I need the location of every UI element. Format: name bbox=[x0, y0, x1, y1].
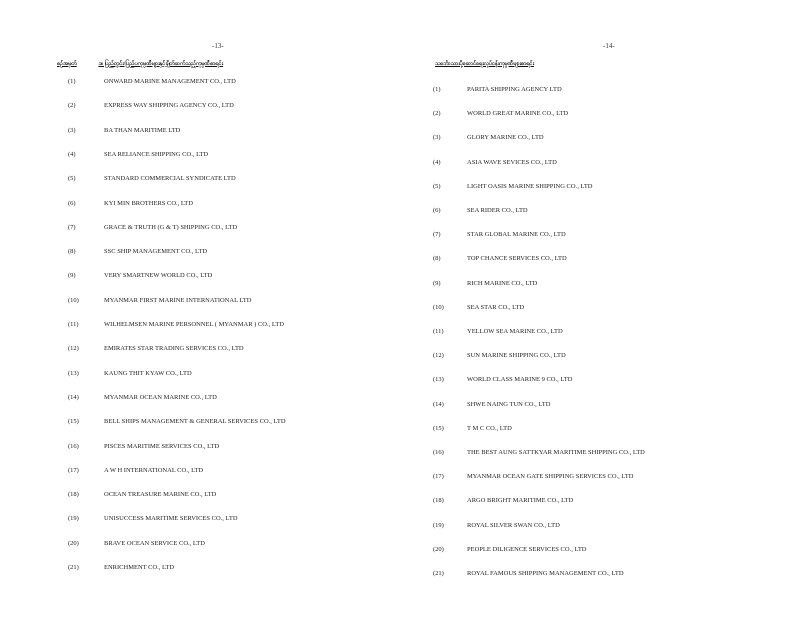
company-name: SHWE NAING TUN CO., LTD bbox=[467, 400, 551, 408]
company-name: UNISUCCESS MARITIME SERVICES CO., LTD bbox=[104, 515, 238, 523]
item-number: (11) bbox=[433, 328, 444, 335]
item-number: (12) bbox=[68, 345, 79, 353]
company-name: A W H INTERNATIONAL CO., LTD bbox=[104, 466, 204, 474]
item-number: (14) bbox=[68, 393, 79, 401]
company-name: GLORY MARINE CO., LTD bbox=[467, 134, 544, 142]
company-name: THE BEST AUNG SATTKYAR MARITIME SHIPPING CO., LTD bbox=[467, 449, 645, 456]
item-number: (5) bbox=[433, 182, 441, 190]
page-number: -13- bbox=[212, 42, 224, 50]
item-number: (9) bbox=[433, 279, 441, 287]
company-name: ARGO BRIGHT MARITIME CO., LTD bbox=[467, 497, 574, 505]
company-name: WORLD CLASS MARINE 9 CO., LTD bbox=[467, 376, 573, 384]
right-page bbox=[405, 0, 810, 625]
company-name: SSC SHIP MANAGEMENT CO., LTD bbox=[104, 248, 208, 256]
company-name: KYI MIN BROTHERS CO., LTD bbox=[104, 199, 193, 207]
item-number: (2) bbox=[68, 102, 76, 110]
company-name: SEA RIDER CO., LTD bbox=[467, 207, 528, 214]
company-name: SUN MARINE SHIPPING CO., LTD bbox=[467, 352, 566, 360]
page-number: -14- bbox=[603, 42, 615, 50]
company-name: STANDARD COMMERCIAL SYNDICATE LTD bbox=[104, 175, 236, 183]
list-header bbox=[57, 60, 223, 68]
item-number: (10) bbox=[68, 296, 79, 304]
item-number: (21) bbox=[68, 564, 79, 571]
item-number: (10) bbox=[433, 303, 444, 311]
company-name: ONWARD MARINE MANAGEMENT CO., LTD bbox=[104, 78, 236, 85]
item-number: (14) bbox=[433, 400, 444, 408]
item-number: (18) bbox=[433, 497, 444, 505]
company-name: YELLOW SEA MARINE CO., LTD bbox=[467, 328, 563, 335]
company-name: ROYAL FAMOUS SHIPPING MANAGEMENT CO., LTD bbox=[467, 570, 624, 577]
company-name: STAR GLOBAL MARINE CO., LTD bbox=[467, 231, 566, 239]
company-name: OCEAN TREASURE MARINE CO., LTD bbox=[104, 491, 217, 499]
company-name: SEA RELIANCE SHIPPING CO., LTD bbox=[104, 150, 209, 158]
item-number: (1) bbox=[433, 86, 441, 93]
company-name: KAUNG THIT KYAW CO., LTD bbox=[104, 369, 192, 377]
company-name: ENRICHMENT CO., LTD bbox=[104, 564, 175, 571]
item-number: (15) bbox=[68, 418, 79, 426]
company-name: BRAVE OCEAN SERVICE CO., LTD bbox=[104, 539, 205, 547]
item-number: (16) bbox=[68, 442, 79, 450]
item-number: (6) bbox=[433, 207, 441, 214]
company-name: GRACE & TRUTH (G & T) SHIPPING CO., LTD bbox=[104, 223, 238, 231]
list-title: သင်္ဘောသားပို့ဆောင်ရေးလုပ်ငန်းကုမ္ပဏီများစာရင်း bbox=[435, 61, 534, 67]
item-number: (21) bbox=[433, 570, 444, 577]
item-number: (17) bbox=[68, 466, 79, 474]
item-number: (5) bbox=[68, 175, 76, 183]
company-name: ROYAL SILVER SWAN CO., LTD bbox=[467, 521, 560, 529]
item-number: (4) bbox=[433, 158, 441, 166]
item-number: (15) bbox=[433, 424, 444, 432]
item-number: (8) bbox=[68, 248, 76, 256]
item-number: (20) bbox=[433, 545, 444, 553]
company-name: WILHELMSEN MARINE PERSONNEL ( MYANMAR ) CO., LTD bbox=[104, 321, 284, 328]
company-name: VERY SMARTNEW WORLD CO., LTD bbox=[104, 272, 213, 280]
company-name: TOP CHANCE SERVICES CO., LTD bbox=[467, 255, 567, 263]
item-number: (3) bbox=[433, 134, 441, 142]
item-number: (7) bbox=[68, 223, 76, 231]
item-number: (9) bbox=[68, 272, 76, 280]
company-name: LIGHT OASIS MARINE SHIPPING CO., LTD bbox=[467, 182, 593, 190]
column-label: စဉ်အမှတ် bbox=[57, 61, 77, 67]
item-number: (18) bbox=[68, 491, 79, 499]
company-name: MYANMAR OCEAN GATE SHIPPING SERVICES CO., LTD bbox=[467, 473, 634, 481]
company-name: RICH MARINE CO., LTD bbox=[467, 279, 538, 287]
item-number: (16) bbox=[433, 449, 444, 456]
item-number: (8) bbox=[433, 255, 441, 263]
item-number: (1) bbox=[68, 78, 76, 85]
item-number: (11) bbox=[68, 321, 79, 328]
company-name: SEA STAR CO., LTD bbox=[467, 303, 525, 311]
company-name: BA THAN MARITIME LTD bbox=[104, 126, 181, 134]
company-name: PISCES MARITIME SERVICES CO., LTD bbox=[104, 442, 220, 450]
company-name: T M C CO., LTD bbox=[467, 424, 512, 432]
item-number: (12) bbox=[433, 352, 444, 360]
company-name: EXPRESS WAY SHIPPING AGENCY CO., LTD bbox=[104, 102, 234, 110]
item-number: (4) bbox=[68, 150, 76, 158]
item-number: (13) bbox=[68, 369, 79, 377]
company-name: BELL SHIPS MANAGEMENT & GENERAL SERVICES CO., LTD bbox=[104, 418, 286, 426]
item-number: (6) bbox=[68, 199, 76, 207]
company-name: MYANMAR OCEAN MARINE CO., LTD bbox=[104, 393, 217, 401]
company-name: MYANMAR FIRST MARINE INTERNATIONAL LTD bbox=[104, 296, 252, 304]
company-name: ASIA WAVE SEVICES CO., LTD bbox=[467, 158, 557, 166]
company-name: PEOPLE DILIGENCE SERVICES CO., LTD bbox=[467, 545, 587, 553]
company-name: EMIRATES STAR TRADING SERVICES CO., LTD bbox=[104, 345, 244, 353]
item-number: (3) bbox=[68, 126, 76, 134]
item-number: (20) bbox=[68, 539, 79, 547]
company-name: WORLD GREAT MARINE CO., LTD bbox=[467, 110, 569, 118]
item-number: (19) bbox=[433, 521, 444, 529]
company-name: PARITA SHIPPING AGENCY LTD bbox=[467, 86, 562, 93]
item-number: (7) bbox=[433, 231, 441, 239]
item-number: (19) bbox=[68, 515, 79, 523]
item-number: (13) bbox=[433, 376, 444, 384]
list-title: ၁။ ပြည်တွင်း/ပြည်ပကုမ္ပဏီများနှင့်ချိတ်ဆက်သည့်ကုမ္ပဏီစာရင်း bbox=[98, 61, 224, 67]
item-number: (2) bbox=[433, 110, 441, 118]
item-number: (17) bbox=[433, 473, 444, 481]
